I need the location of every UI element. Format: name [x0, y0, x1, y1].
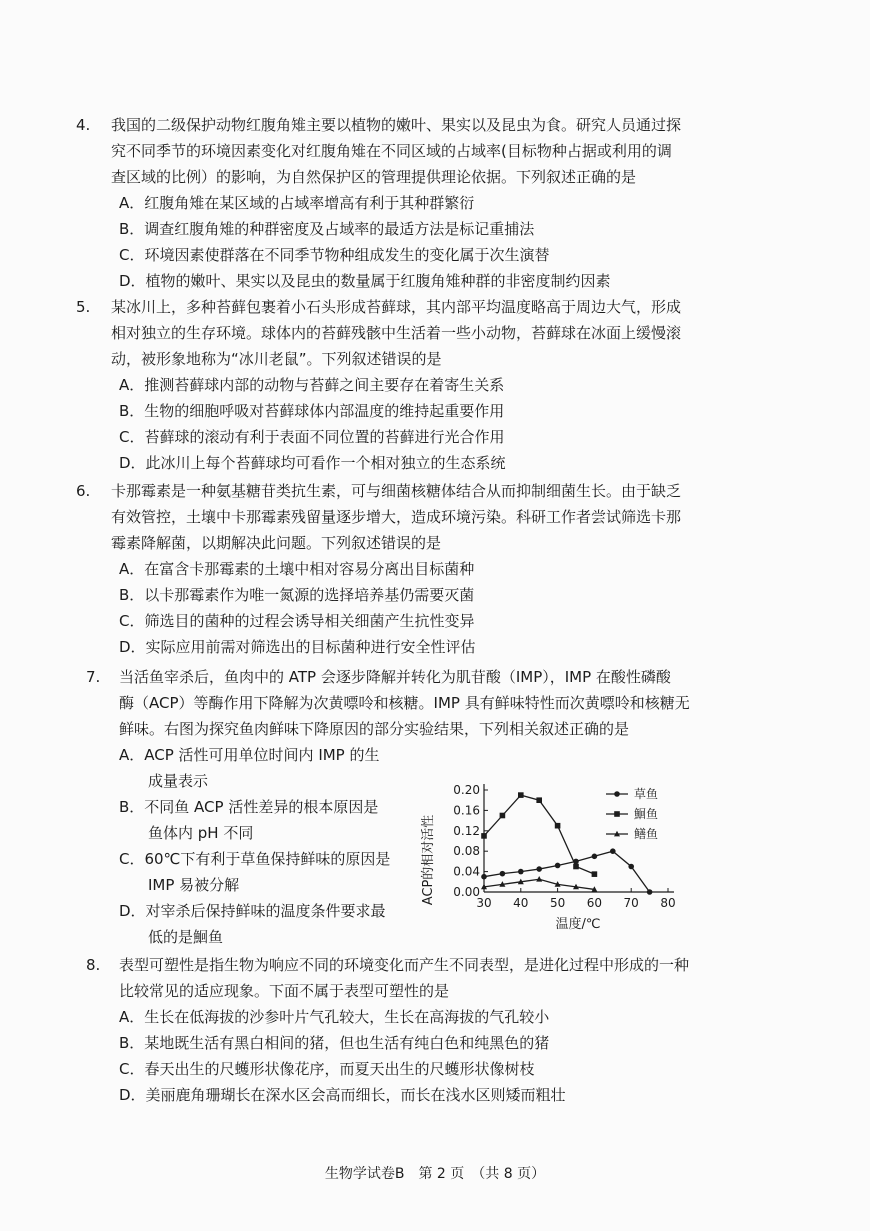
question-8-number: 8.: [86, 956, 101, 974]
question-4-stem-line: 我国的二级保护动物红腹角雉主要以植物的嫩叶、果实以及昆虫为食。研究人员通过探: [111, 116, 682, 134]
question-7-option-c-cont: IMP 易被分解: [148, 876, 240, 894]
question-7-option-d: D．对宰杀后保持鲜味的温度条件要求最: [119, 902, 386, 920]
question-6-number: 6.: [76, 482, 91, 500]
chart-point-square: [518, 792, 524, 798]
chart-y-tick-label: 0.20: [453, 783, 480, 797]
chart-point-circle: [647, 889, 653, 895]
chart-point-square: [592, 871, 598, 877]
question-7-option-b: B．不同鱼 ACP 活性差异的根本原因是: [119, 798, 379, 816]
chart-point-square: [555, 823, 561, 829]
question-4-option-d: D．植物的嫩叶、果实以及昆虫的数量属于红腹角雉种群的非密度制约因素: [119, 272, 611, 290]
chart-point-circle: [592, 854, 598, 860]
question-8-stem-line: 比较常见的适应现象。下面不属于表型可塑性的是: [119, 982, 450, 1000]
chart-x-tick-label: 50: [549, 896, 566, 910]
chart-point-circle: [614, 791, 620, 797]
chart-legend-label: 草鱼: [634, 787, 659, 801]
question-7-option-d-cont: 低的是鮰鱼: [148, 928, 224, 946]
question-5-number: 5.: [76, 298, 91, 316]
chart-point-triangle: [536, 876, 542, 882]
chart-x-tick-label: 40: [513, 896, 529, 910]
question-7-stem-line: 当活鱼宰杀后，鱼肉中的 ATP 会逐步降解并转化为肌苷酸（IMP），IMP 在酸性磷酸: [119, 668, 671, 686]
acp-activity-chart: [418, 780, 698, 946]
chart-point-square: [536, 797, 542, 803]
chart-x-tick-label: 70: [623, 896, 639, 910]
chart-y-axis-label: ACP的相对活性: [421, 814, 436, 906]
question-6-option-d: D．实际应用前需对筛选出的目标菌种进行安全性评估: [119, 638, 476, 656]
chart-point-square: [573, 864, 579, 870]
chart-series: [481, 792, 652, 895]
chart-x-tick-label: 80: [660, 896, 676, 910]
question-5-option-d: D．此冰川上每个苔藓球均可看作一个相对独立的生态系统: [119, 454, 506, 472]
chart-x-ticks: [476, 888, 675, 910]
chart-y-tick-label: 0.16: [453, 803, 480, 818]
question-6-option-b: B．以卡那霉素作为唯一氮源的选择培养基仍需要灭菌: [119, 586, 475, 604]
question-8-stem-line: 表型可塑性是指生物为响应不同的环境变化而产生不同表型，是进化过程中形成的一种: [119, 956, 690, 974]
question-7-stem-line: 鲜味。右图为探究鱼肉鲜味下降原因的部分实验结果，下列相关叙述正确的是: [119, 720, 630, 738]
question-5-option-b: B．生物的细胞呼吸对苔藓球体内部温度的维持起重要作用: [119, 402, 505, 420]
chart-point-circle: [518, 869, 524, 875]
question-5-stem-line: 某冰川上，多种苔藓包裹着小石头形成苔藓球，其内部平均温度略高于周边大气，形成: [111, 298, 682, 316]
question-5-option-a: A．推测苔藓球内部的动物与苔藓之间主要存在着寄生关系: [119, 376, 505, 394]
question-7-option-a-cont: 成量表示: [148, 772, 209, 790]
chart-point-circle: [628, 864, 634, 870]
question-8-option-c: C．春天出生的尺蠖形状像花序，而夏天出生的尺蠖形状像树枝: [119, 1060, 535, 1078]
chart-y-tick-label: 0.12: [453, 823, 480, 838]
question-4-stem-line: 究不同季节的环境因素变化对红腹角雉在不同区域的占域率(目标物种占据或利用的调: [111, 142, 672, 160]
question-4-option-a: A．红腹角雉在某区域的占域率增高有利于其种群繁衍: [119, 194, 475, 212]
question-7-option-b-cont: 鱼体内 pH 不同: [148, 824, 254, 842]
question-6-option-c: C．筛选目的菌种的过程会诱导相关细菌产生抗性变异: [119, 612, 475, 630]
chart-point-circle: [555, 863, 561, 869]
question-4-option-b: B．调查红腹角雉的种群密度及占域率的最适方法是标记重捕法: [119, 220, 535, 238]
chart-y-ticks: [453, 783, 488, 899]
question-7-number: 7.: [86, 668, 101, 686]
question-8-option-a: A．生长在低海拔的沙参叶片气孔较大，生长在高海拔的气孔较小: [119, 1008, 550, 1026]
chart-legend-label: 鮰鱼: [634, 807, 659, 821]
chart-point-circle: [481, 874, 487, 880]
question-7-option-c: C．60℃下有利于草鱼保持鲜味的原因是: [119, 850, 391, 868]
chart-y-tick-label: 0.08: [453, 844, 480, 859]
question-5-stem-line: 动，被形象地称为“冰川老鼠”。下列叙述错误的是: [111, 350, 442, 368]
chart-legend-label: 鳝鱼: [634, 827, 659, 841]
chart-point-circle: [610, 848, 616, 854]
chart-y-tick-label: 0.04: [453, 864, 480, 879]
page-footer: 生物学试卷B 第 2 页 （共 8 页）: [324, 1166, 546, 1182]
chart-x-axis-label: 温度/℃: [555, 917, 601, 932]
question-8-option-d: D．美丽鹿角珊瑚长在深水区会高而细长，而长在浅水区则矮而粗壮: [119, 1086, 566, 1104]
question-6-stem-line: 霉素降解菌，以期解决此问题。下列叙述错误的是: [111, 534, 442, 552]
question-6-option-a: A．在富含卡那霉素的土壤中相对容易分离出目标菌种: [119, 560, 475, 578]
chart-point-square: [614, 811, 620, 817]
question-4-number: 4.: [76, 116, 91, 134]
question-5-option-c: C．苔藓球的滚动有利于表面不同位置的苔藓进行光合作用: [119, 428, 505, 446]
chart-point-square: [481, 833, 487, 839]
question-6-stem-line: 卡那霉素是一种氨基糖苷类抗生素，可与细菌核糖体结合从而抑制细菌生长。由于缺乏: [111, 482, 682, 500]
question-6-stem-line: 有效管控，土壤中卡那霉素残留量逐步增大，造成环境污染。科研工作者尝试筛选卡那: [111, 508, 682, 526]
question-7-stem-line: 酶（ACP）等酶作用下降解为次黄嘌呤和核糖。IMP 具有鲜味特性而次黄嘌呤和核糖无: [119, 694, 690, 712]
question-8-option-b: B．某地既生活有黑白相间的猪，但也生活有纯白色和纯黑色的猪: [119, 1034, 550, 1052]
chart-y-tick-label: 0.00: [453, 885, 480, 899]
chart-x-tick-label: 30: [476, 896, 492, 910]
chart-point-circle: [536, 866, 542, 872]
chart-x-tick-label: 60: [586, 896, 603, 910]
question-5-stem-line: 相对独立的生存环境。球体内的苔藓残骸中生活着一些小动物，苔藓球在冰面上缓慢滚: [111, 324, 682, 342]
chart-point-square: [500, 813, 506, 819]
chart-point-circle: [500, 871, 506, 877]
question-4-option-c: C．环境因素使群落在不同季节物种组成发生的变化属于次生演替: [119, 246, 550, 264]
question-4-stem-line: 查区域的比例）的影响，为自然保护区的管理提供理论依据。下列叙述正确的是: [111, 168, 637, 186]
question-7-option-a: A．ACP 活性可用单位时间内 IMP 的生: [119, 746, 380, 764]
chart-legend: [606, 786, 658, 841]
